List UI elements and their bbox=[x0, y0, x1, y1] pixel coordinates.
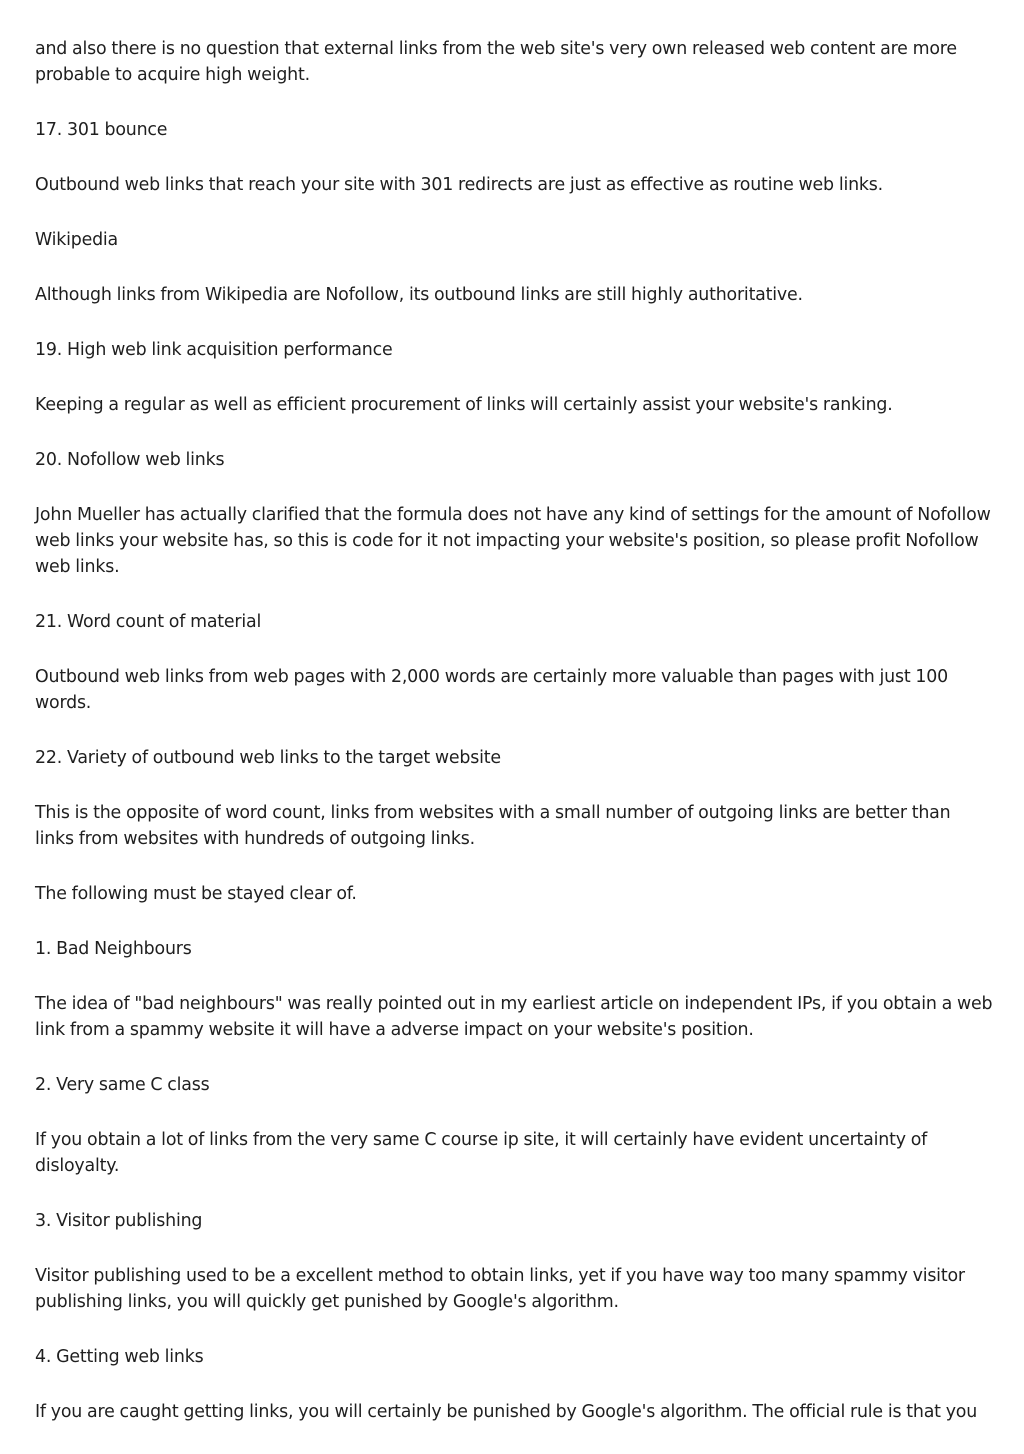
paragraph: Keeping a regular as well as efficient procurement of links will certainly assist your website's ranking. bbox=[35, 395, 893, 415]
paragraph: Although links from Wikipedia are Nofollow, its outbound links are still highly authoritative. bbox=[35, 285, 803, 305]
paragraph: If you obtain a lot of links from the very same C course ip site, it will certainly have evident uncertainty of disloyalty. bbox=[35, 1130, 928, 1176]
section-heading: 2. Very same C class bbox=[35, 1075, 210, 1095]
section-heading: 17. 301 bounce bbox=[35, 120, 168, 140]
paragraph: John Mueller has actually clarified that the formula does not have any kind of settings for the amount of Nofollow web links your website has, so this is code for it not impacting your website's position, so please profit Nofollow web links. bbox=[35, 505, 991, 577]
section-heading: Wikipedia bbox=[35, 230, 119, 250]
paragraph: Outbound web links that reach your site with 301 redirects are just as effective as routine web links. bbox=[35, 175, 883, 195]
section-heading: 19. High web link acquisition performance bbox=[35, 340, 393, 360]
section-heading: 22. Variety of outbound web links to the target website bbox=[35, 748, 501, 768]
section-heading: 20. Nofollow web links bbox=[35, 450, 225, 470]
paragraph: The following must be stayed clear of. bbox=[35, 884, 357, 904]
paragraph: Outbound web links from web pages with 2,000 words are certainly more valuable than pages with just 100 words. bbox=[35, 667, 948, 713]
paragraph: Visitor publishing used to be a excellent method to obtain links, yet if you have way too many spammy visitor publishing links, you will quickly get punished by Google's algorithm. bbox=[35, 1266, 965, 1312]
paragraph: This is the opposite of word count, links from websites with a small number of outgoing links are better than links from websites with hundreds of outgoing links. bbox=[35, 803, 951, 849]
section-heading: 4. Getting web links bbox=[35, 1347, 204, 1367]
section-heading: 21. Word count of material bbox=[35, 612, 262, 632]
section-heading: 3. Visitor publishing bbox=[35, 1211, 203, 1231]
paragraph: If you are caught getting links, you will certainly be punished by Google's algorithm. The official rule is that you bbox=[35, 1402, 978, 1422]
document-body bbox=[35, 36, 993, 1454]
paragraph: The idea of "bad neighbours" was really pointed out in my earliest article on independent IPs, if you obtain a web link from a spammy website it will have a adverse impact on your website's position. bbox=[35, 994, 993, 1040]
paragraph: and also there is no question that external links from the web site's very own released web content are more probable to acquire high weight. bbox=[35, 39, 957, 85]
section-heading: 1. Bad Neighbours bbox=[35, 939, 192, 959]
